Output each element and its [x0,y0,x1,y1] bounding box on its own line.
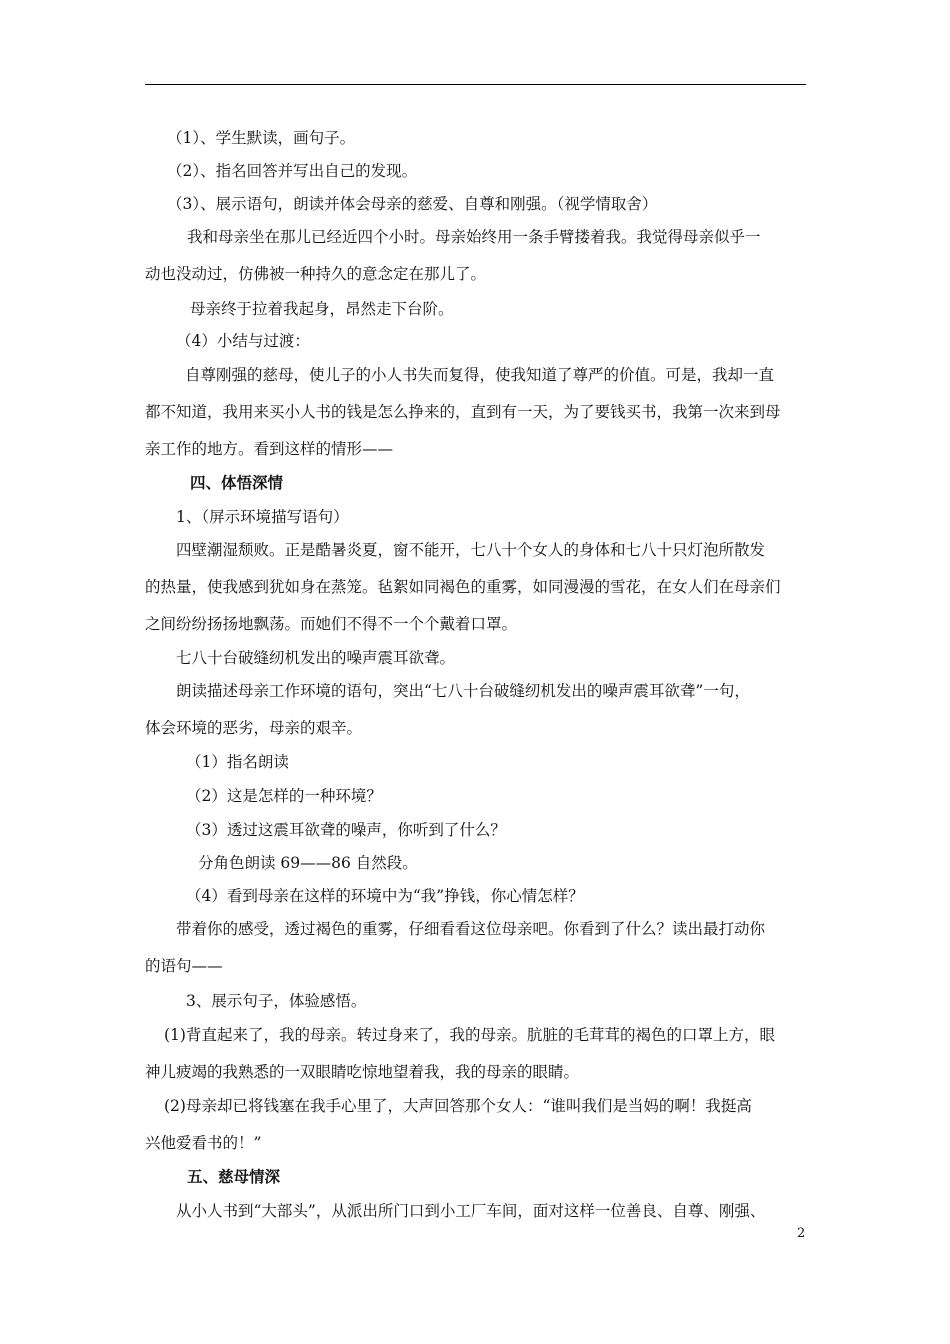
text-line: 的语句—— [145,957,223,975]
text-line: （2）、指名回答并写出自己的发现。 [167,162,418,180]
text-line: 都不知道，我用来买小人书的钱是怎么挣来的，直到有一天，为了要钱买书，我第一次来到母 [145,403,781,421]
text-line: 3、展示句子，体验感悟。 [186,992,367,1010]
text-line: 动也没动过，仿佛被一种持久的意念定在那儿了。 [145,265,487,283]
text-line: (1)背直起来了，我的母亲。转过身来了，我的母亲。肮脏的毛茸茸的褐色的口罩上方，眼 [164,1026,775,1044]
text-line: （2）这是怎样的一种环境？ [186,787,382,805]
text-line: （1）指名朗读 [186,753,289,771]
text-line: 兴他爱看书的！” [145,1134,262,1152]
text-line: 自尊刚强的慈母，使儿子的小人书失而复得，使我知道了尊严的价值。可是，我却一直 [185,366,775,384]
text-line: 亲工作的地方。看到这样的情形—— [145,440,394,458]
text-line: 带着你的感受，透过褐色的重雾，仔细看看这位母亲吧。你看到了什么？读出最打动你 [176,920,766,938]
text-line: （4）小结与过渡： [176,332,310,350]
text-line: 的热量，使我感到犹如身在蒸笼。毡絮如同褐色的重雾，如同漫漫的雪花，在女人们在母亲们 [145,578,781,596]
page-number: 2 [797,1226,806,1241]
text-line: 母亲终于拉着我起身，昂然走下台阶。 [190,300,454,318]
text-line: 朗读描述母亲工作环境的语句，突出“七八十台破缝纫机发出的噪声震耳欲聋”一句， [176,682,750,700]
text-line: （3）透过这震耳欲聋的噪声，你听到了什么？ [186,821,506,839]
text-line: 分角色朗读 69——86 自然段。 [198,854,418,872]
text-line: （4）看到母亲在这样的环境中为“我”挣钱，你心情怎样？ [186,887,584,905]
text-line: (2)母亲却已将钱塞在我手心里了，大声回答那个女人：“谁叫我们是当妈的啊！我挺高 [164,1097,752,1115]
text-line: 七八十台破缝纫机发出的噪声震耳欲聋。 [176,649,456,667]
section-heading: 四、体悟深情 [190,473,284,492]
text-line: 四壁潮湿颓败。正是酷暑炎夏，窗不能开，七八十个女人的身体和七八十只灯泡所散发 [176,541,766,559]
header-rule [145,84,806,85]
section-heading: 五、慈母情深 [187,1167,281,1186]
text-line: 体会环境的恶劣，母亲的艰辛。 [145,719,363,737]
text-line: 之间纷纷扬扬地飘荡。而她们不得不一个个戴着口罩。 [145,615,518,633]
text-line: 神儿疲竭的我熟悉的一双眼睛吃惊地望着我，我的母亲的眼睛。 [145,1063,580,1081]
text-line: （1）、学生默读，画句子。 [167,129,356,147]
text-line: 从小人书到“大部头”，从派出所门口到小工厂车间，面对这样一位善良、自尊、刚强、 [176,1202,766,1220]
text-line: （3）、展示语句，朗读并体会母亲的慈爱、自尊和刚强。（视学情取舍） [167,195,658,213]
text-line: 1、（屏示环境描写语句） [176,508,349,526]
text-line: 我和母亲坐在那儿已经近四个小时。母亲始终用一条手臂搂着我。我觉得母亲似乎一 [187,228,761,246]
